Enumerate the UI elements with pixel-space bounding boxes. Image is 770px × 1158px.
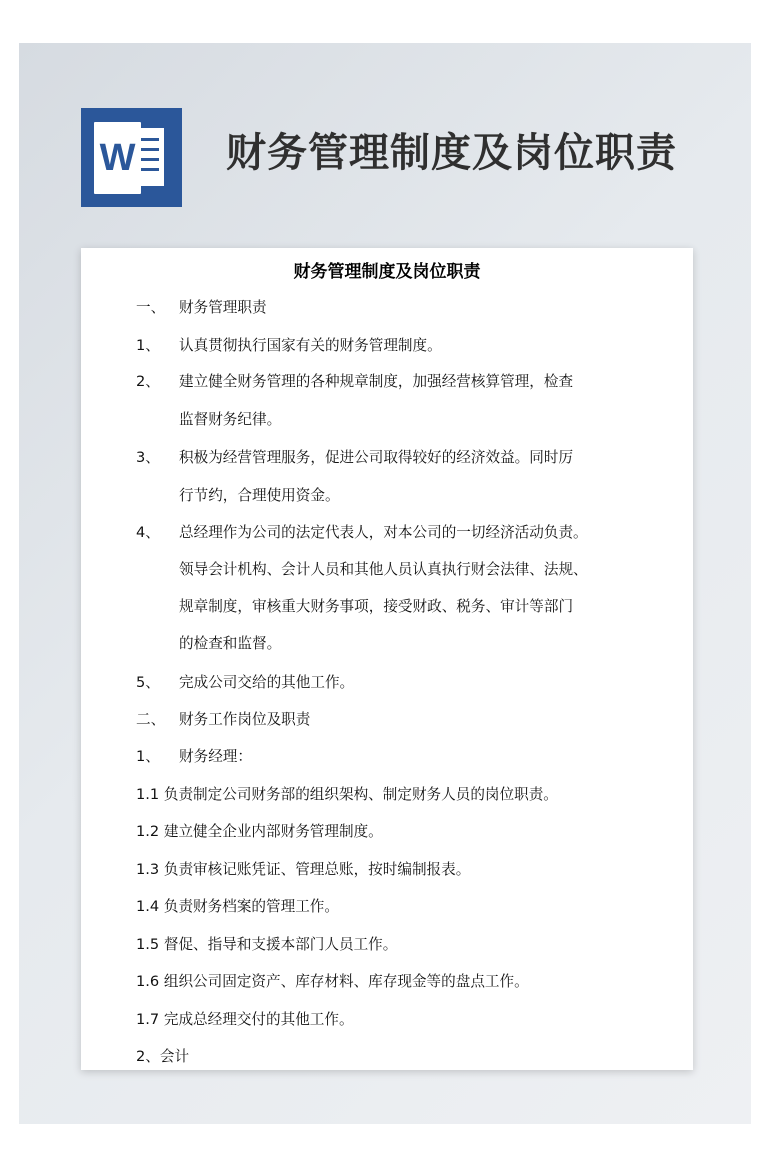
- line-text: 财务经理：: [179, 748, 252, 765]
- line-text: 建立健全财务管理的各种规章制度，加强经营核算管理，检查: [179, 373, 574, 390]
- line-number: 2、: [136, 373, 160, 390]
- page-title: 财务管理制度及岗位职责: [226, 130, 677, 176]
- document-line: [81, 821, 693, 843]
- line-text: 行节约，合理使用资金。: [179, 487, 340, 504]
- line-text: 的检查和监督。: [179, 635, 282, 652]
- line-text: 完成公司交给的其他工作。: [179, 674, 355, 691]
- document-line: [81, 485, 693, 507]
- line-text: 1.4 负责财务档案的管理工作。: [136, 898, 339, 915]
- document-line: [81, 522, 693, 544]
- word-icon-letter: W: [99, 137, 136, 179]
- document-line: [81, 859, 693, 881]
- line-text: 监督财务纪律。: [179, 411, 282, 428]
- document-line: [81, 1009, 693, 1031]
- document-line: [81, 371, 693, 393]
- line-number: 5、: [136, 674, 160, 691]
- document-line: [81, 896, 693, 918]
- line-number: 1、: [136, 337, 160, 354]
- line-number: 1、: [136, 748, 160, 765]
- document-line: [81, 297, 693, 319]
- line-text: 1.7 完成总经理交付的其他工作。: [136, 1011, 354, 1028]
- document-line: [81, 971, 693, 993]
- document-line: [81, 633, 693, 655]
- line-text: 1.6 组织公司固定资产、库存材料、库存现金等的盘点工作。: [136, 973, 529, 990]
- word-icon: [81, 108, 182, 207]
- line-text: 2、会计: [136, 1048, 190, 1065]
- document-line: [81, 559, 693, 581]
- document-line: [81, 672, 693, 694]
- line-number: 3、: [136, 449, 160, 466]
- line-text: 财务管理职责: [179, 299, 267, 316]
- line-text: 1.1 负责制定公司财务部的组织架构、制定财务人员的岗位职责。: [136, 786, 558, 803]
- line-number: 一、: [136, 299, 166, 316]
- document-line: [81, 447, 693, 469]
- document-line: [81, 934, 693, 956]
- document-line: [81, 784, 693, 806]
- document-title: 财务管理制度及岗位职责: [293, 262, 481, 282]
- line-text: 总经理作为公司的法定代表人，对本公司的一切经济活动负责。: [179, 524, 588, 541]
- document-line: [81, 746, 693, 768]
- line-text: 财务工作岗位及职责: [179, 711, 311, 728]
- line-text: 规章制度，审核重大财务事项，接受财政、税务、审计等部门: [179, 598, 574, 615]
- line-text: 领导会计机构、会计人员和其他人员认真执行财会法律、法规、: [179, 561, 588, 578]
- line-text: 积极为经营管理服务，促进公司取得较好的经济效益。同时厉: [179, 449, 574, 466]
- document-line: [81, 596, 693, 618]
- document-line: [81, 709, 693, 731]
- document-line: [81, 1046, 693, 1068]
- line-number: 4、: [136, 524, 160, 541]
- line-text: 1.5 督促、指导和支援本部门人员工作。: [136, 936, 398, 953]
- line-text: 认真贯彻执行国家有关的财务管理制度。: [179, 337, 442, 354]
- line-text: 1.2 建立健全企业内部财务管理制度。: [136, 823, 383, 840]
- document-line: [81, 409, 693, 431]
- document-page: [81, 248, 693, 1070]
- line-text: 1.3 负责审核记账凭证、管理总账，按时编制报表。: [136, 861, 471, 878]
- document-line: [81, 335, 693, 357]
- line-number: 二、: [136, 711, 166, 728]
